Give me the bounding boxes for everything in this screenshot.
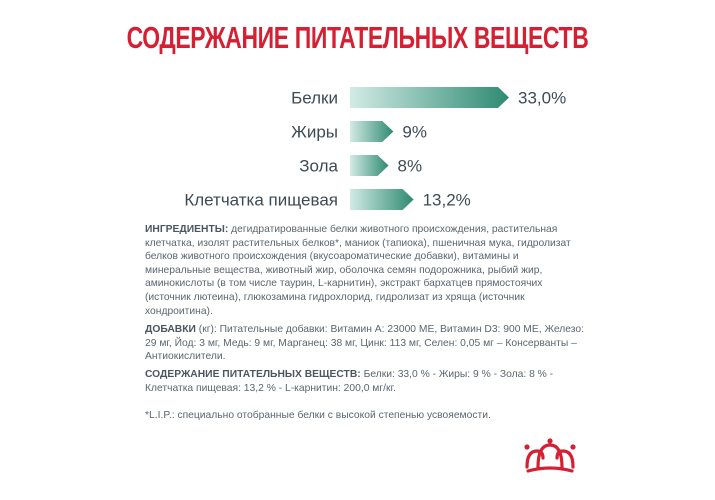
page-title: СОДЕРЖАНИЕ ПИТАТЕЛЬНЫХ ВЕЩЕСТВ xyxy=(126,20,589,55)
additives-text: (кг): Питательные добавки: Витамин А: 23000 МЕ, Витамин D3: 900 МЕ, Железо: 29 мг, Йод: 3 мг, Медь: 9 мг, Марганец: 38 мг, Цинк: 113 мг, Селен: 0,05 мг – Консерванты – Антиокислители. xyxy=(145,324,584,363)
nutrient-bar-chart xyxy=(0,75,715,215)
value-label: 8% xyxy=(397,156,423,176)
nutrients-text: Белки: 33,0 % - Жиры: 9 % - Зола: 8 % - Клетчатка пищевая: 13,2 % - L-карнитин: 200,0 мг/кг. xyxy=(145,369,554,394)
value-label: 13,2% xyxy=(422,190,471,210)
value-label: 33,0% xyxy=(518,88,567,108)
bar-2 xyxy=(350,155,389,176)
additives-block xyxy=(145,323,585,364)
ingredients-block xyxy=(145,223,585,318)
category-label: Зола xyxy=(299,156,338,176)
bar-0 xyxy=(350,87,509,108)
bar-1 xyxy=(350,121,393,142)
royal-canin-crown-icon xyxy=(521,437,579,475)
footnote: *L.I.P.: специально отобранные белки с высокой степенью усвояемости. xyxy=(145,410,491,421)
category-label: Жиры xyxy=(291,122,338,142)
ingredients-text: дегидратированные белки животного происхождения, растительная клетчатка, изолят растительных белков*, маниок (тапиока), пшеничная мука, гидролизат белков животного происхождения (вкусоароматические добавки), витамины и минеральные вещества, животный жир, оболочка семян подорожника, рыбий жир, аминокислоты (в том числе таурин, L-карнитин), экстракт бархатцев прямостоячих (источник лютеина), глюкозамина гидрохлорид, гидролизат из хряща (источник хондроитина). xyxy=(145,224,571,317)
ingredients-label: ИНГРЕДИЕНТЫ: xyxy=(145,224,229,235)
category-label: Белки xyxy=(291,88,338,108)
category-label: Клетчатка пищевая xyxy=(184,190,338,210)
nutrients-block xyxy=(145,368,585,395)
additives-label: ДОБАВКИ xyxy=(145,324,196,335)
nutrients-label: СОДЕРЖАНИЕ ПИТАТЕЛЬНЫХ ВЕЩЕСТВ: xyxy=(145,369,361,380)
value-label: 9% xyxy=(402,122,427,142)
bar-3 xyxy=(350,189,414,210)
